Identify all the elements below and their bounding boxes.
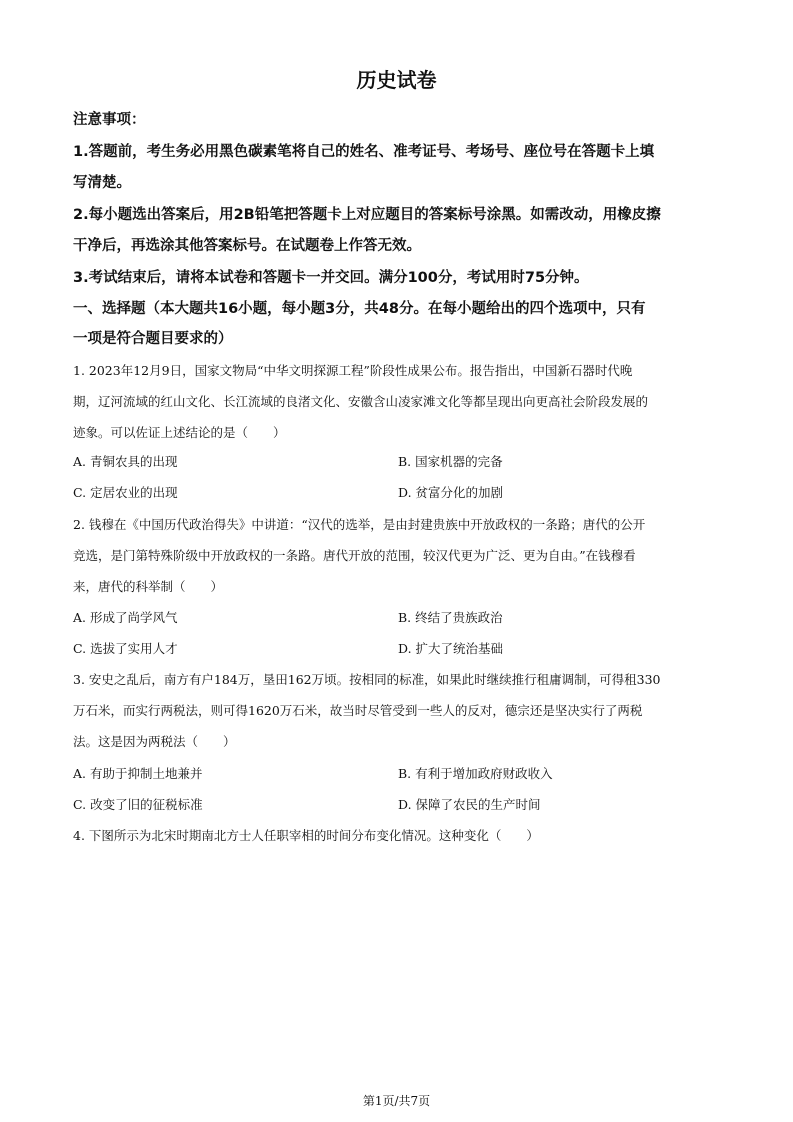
question-1-text: 期，辽河流域的红山文化、长江流域的良渚文化、安徽含山凌家滩文化等都呈现出向更高社会阶段发展的 (73, 394, 649, 409)
question-1-option-b: B. 国家机器的完备 (398, 454, 503, 469)
question-2-option-d: D. 扩大了统治基础 (398, 641, 504, 656)
question-3-option-d: D. 保障了农民的生产时间 (398, 797, 541, 812)
question-2-text: 2. 钱穆在《中国历代政治得失》中讲道：“汉代的选举，是由封建贵族中开放政权的一条路；唐代的公开 (73, 517, 646, 532)
question-1-text: 迹象。可以佐证上述结论的是（ ） (73, 425, 286, 440)
page-footer: 第1页/共7页 (362, 1094, 431, 1108)
section-heading: 一、选择题（本大题共16小题，每小题3分，共48分。在每小题给出的四个选项中，只有 (73, 301, 646, 317)
question-1-text: 1. 2023年12月9日，国家文物局“中华文明探源工程”阶段性成果公布。报告指出，中国新石器时代晚 (73, 363, 633, 378)
notice-heading: 注意事项： (73, 112, 146, 128)
question-3-text: 法。这是因为两税法（ ） (73, 734, 236, 749)
question-3-option-a: A. 有助于抑制土地兼并 (73, 766, 203, 781)
question-2-option-c: C. 选拔了实用人才 (73, 641, 178, 656)
notice-line: 写清楚。 (73, 175, 131, 191)
question-2-option-a: A. 形成了尚学风气 (73, 610, 178, 625)
question-1-option-c: C. 定居农业的出现 (73, 485, 178, 500)
question-3-option-b: B. 有利于增加政府财政收入 (398, 766, 553, 781)
question-4-text: 4. 下图所示为北宋时期南北方士人任职宰相的时间分布变化情况。这种变化（ ） (73, 828, 539, 843)
question-1-option-a: A. 青铜农具的出现 (73, 454, 178, 469)
page-title: 历史试卷 (356, 68, 437, 92)
notice-line: 3.考试结束后，请将本试卷和答题卡一并交回。满分100分，考试用时75分钟。 (73, 270, 589, 286)
question-3-text: 3. 安史之乱后，南方有户184万，垦田162万顷。按相同的标准，如果此时继续推行租庸调制，可得租330 (73, 672, 661, 687)
notice-line: 2.每小题选出答案后，用2B铅笔把答题卡上对应题目的答案标号涂黑。如需改动，用橡皮擦 (73, 207, 661, 223)
question-2-text: 竞选，是门第特殊阶级中开放政权的一条路。唐代开放的范围，较汉代更为广泛、更为自由。”在钱穆看 (73, 548, 636, 563)
question-3-text: 万石米，而实行两税法，则可得1620万石米，故当时尽管受到一些人的反对，德宗还是坚决实行了两税 (73, 703, 643, 718)
notice-line: 干净后，再选涂其他答案标号。在试题卷上作答无效。 (73, 238, 421, 254)
notice-line: 1.答题前，考生务必用黑色碳素笔将自己的姓名、准考证号、考场号、座位号在答题卡上填 (73, 144, 655, 160)
question-2-text: 来，唐代的科举制（ ） (73, 579, 224, 594)
question-3-option-c: C. 改变了旧的征税标准 (73, 797, 203, 812)
question-1-option-d: D. 贫富分化的加剧 (398, 485, 504, 500)
question-2-option-b: B. 终结了贵族政治 (398, 610, 503, 625)
section-heading: 一项是符合题目要求的） (73, 331, 233, 347)
